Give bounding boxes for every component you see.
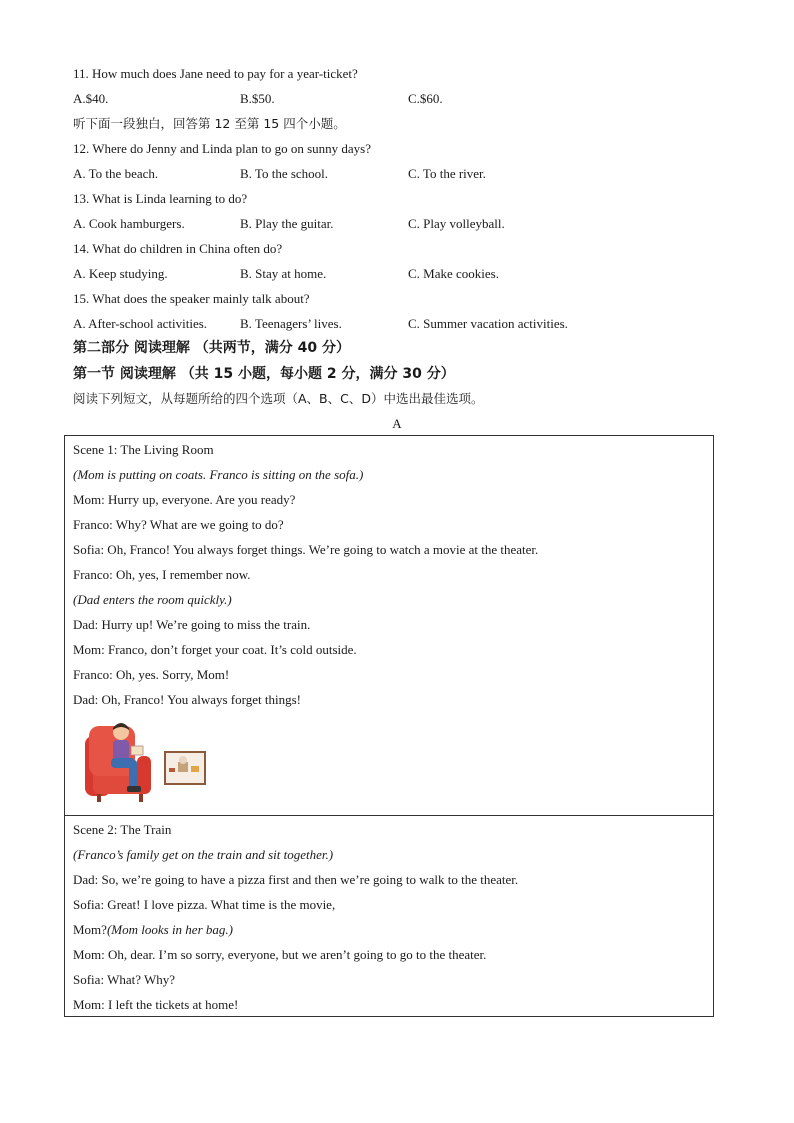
dialogue-line: Sofia: What? Why?: [73, 972, 176, 987]
scene1-title: Scene 1: The Living Room: [73, 442, 214, 457]
instruction-12-15: 听下面一段独白，回答第 12 至第 15 四个小题。: [73, 116, 346, 131]
option-c: C. Play volleyball.: [408, 216, 505, 231]
option-b: B.$50.: [240, 91, 275, 106]
speaker-mom: Mom?: [73, 922, 107, 937]
dialogue-line: Mom: I left the tickets at home!: [73, 997, 239, 1012]
option-a: A. To the beach.: [73, 166, 159, 181]
stage-direction: (Franco’s family get on the train and sit together.): [73, 847, 334, 862]
dialogue-line: Mom: Oh, dear. I’m so sorry, everyone, but we aren’t going to go to the theater.: [73, 947, 487, 962]
option-c: C. Make cookies.: [408, 266, 499, 281]
option-a: A.$40.: [73, 91, 109, 106]
section1-heading: 第一节 阅读理解 （共 15 小题，每小题 2 分，满分 30 分）: [73, 366, 455, 382]
question-11: 11. How much does Jane need to pay for a year-ticket?: [73, 66, 358, 81]
dialogue-line: Dad: Hurry up! We’re going to miss the train.: [73, 617, 311, 632]
option-c: C. To the river.: [408, 166, 486, 181]
scene1-box: [64, 435, 714, 816]
reading-instruction: 阅读下列短文，从每题所给的四个选项（A、B、C、D）中选出最佳选项。: [73, 391, 484, 406]
dialogue-line: Mom: Hurry up, everyone. Are you ready?: [73, 492, 296, 507]
stage-direction: (Mom looks in her bag.): [106, 922, 233, 937]
option-a: A. Cook hamburgers.: [73, 216, 185, 231]
dialogue-line: Franco: Oh, yes, I remember now.: [73, 567, 251, 582]
stage-direction: (Mom is putting on coats. Franco is sitting on the sofa.): [73, 467, 364, 482]
option-c: C.$60.: [408, 91, 443, 106]
dialogue-line: Dad: So, we’re going to have a pizza first and then we’re going to walk to the theater.: [73, 872, 519, 887]
option-b: B. Play the guitar.: [240, 216, 334, 231]
option-b: B. Stay at home.: [240, 266, 327, 281]
dialogue-line: Dad: Oh, Franco! You always forget things!: [73, 692, 301, 707]
question-15: 15. What does the speaker mainly talk about?: [73, 291, 310, 306]
part2-heading: 第二部分 阅读理解 （共两节，满分 40 分）: [73, 340, 350, 356]
option-c: C. Summer vacation activities.: [408, 316, 568, 331]
question-12: 12. Where do Jenny and Linda plan to go on sunny days?: [73, 141, 371, 156]
option-b: B. To the school.: [240, 166, 329, 181]
option-b: B. Teenagers’ lives.: [240, 316, 342, 331]
question-13: 13. What is Linda learning to do?: [73, 191, 248, 206]
stage-direction: (Dad enters the room quickly.): [73, 592, 232, 607]
dialogue-line: [73, 922, 233, 938]
scene2-box: [64, 815, 714, 1017]
option-a: A. After-school activities.: [73, 316, 208, 331]
scene2-title: Scene 2: The Train: [73, 822, 172, 837]
dialogue-line: Franco: Oh, yes. Sorry, Mom!: [73, 667, 230, 682]
boy-on-sofa-illustration: [81, 718, 211, 808]
option-a: A. Keep studying.: [73, 266, 168, 281]
dialogue-line: Sofia: Great! I love pizza. What time is the movie,: [73, 897, 336, 912]
dialogue-line: Franco: Why? What are we going to do?: [73, 517, 284, 532]
dialogue-line: Sofia: Oh, Franco! You always forget things. We’re going to watch a movie at the theater.: [73, 542, 539, 557]
dialogue-line: Mom: Franco, don’t forget your coat. It’s cold outside.: [73, 642, 357, 657]
question-14: 14. What do children in China often do?: [73, 241, 283, 256]
passage-label: A: [392, 416, 402, 431]
